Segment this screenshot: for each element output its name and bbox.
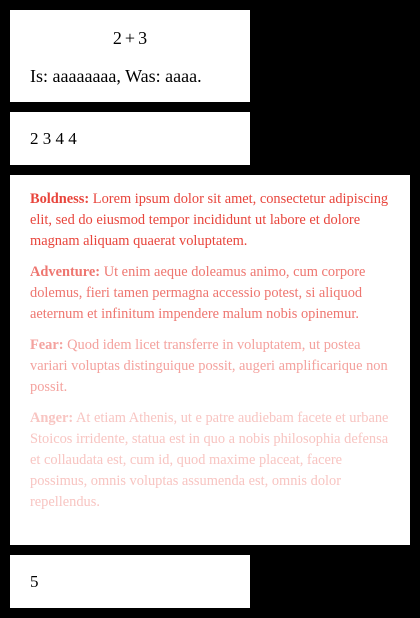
paragraph-heading: Boldness: xyxy=(30,191,90,207)
math-operator: + xyxy=(124,28,136,48)
paragraph-heading: Anger: xyxy=(30,410,74,426)
paragraph-boldness xyxy=(30,189,390,252)
math-expression xyxy=(10,26,250,50)
paragraph-fear xyxy=(30,335,390,398)
math-left-operand: 2 xyxy=(112,28,122,48)
status-text: Is: aaaaaaaa, Was: aaaa. xyxy=(30,66,202,86)
paragraph-list xyxy=(30,189,390,523)
paragraph-anger xyxy=(30,408,390,513)
paragraph-body: At etiam Athenis, ut e patre audiebam facete et urbane Stoicos irridente, statua est in quo a nobis philosophia defensa et collaudata est, cum id, quod maxime placeat, facere possimus, omnis voluptas assumenda est, omnis dolor repellendus. xyxy=(30,410,389,510)
five-text: 5 xyxy=(30,572,39,591)
paragraph-adventure xyxy=(30,262,390,325)
paragraph-body: Lorem ipsum dolor sit amet, consectetur adipiscing elit, sed do eiusmod tempor incididunt ut labore et dolore magnam aliquam quaerat voluptatem. xyxy=(30,191,389,249)
numbers-panel xyxy=(10,112,250,165)
paragraphs-panel xyxy=(10,175,410,545)
paragraph-body: Ut enim aeque doleamus animo, cum corpore dolemus, fieri tamen permagna accessio potest, si aliquod aeternum et infinitum impendere malum nobis opinemur. xyxy=(30,264,366,322)
math-right-operand: 3 xyxy=(138,28,148,48)
paragraph-heading: Adventure: xyxy=(30,264,101,280)
numbers-text: 2 3 4 4 xyxy=(30,129,77,148)
five-panel xyxy=(10,555,250,608)
paragraph-body: Quod idem licet transferre in voluptatem, ut postea variari voluptas distinguique possit, augeri amplificarique non possit. xyxy=(30,337,388,395)
math-panel xyxy=(10,10,250,102)
paragraph-heading: Fear: xyxy=(30,337,64,353)
